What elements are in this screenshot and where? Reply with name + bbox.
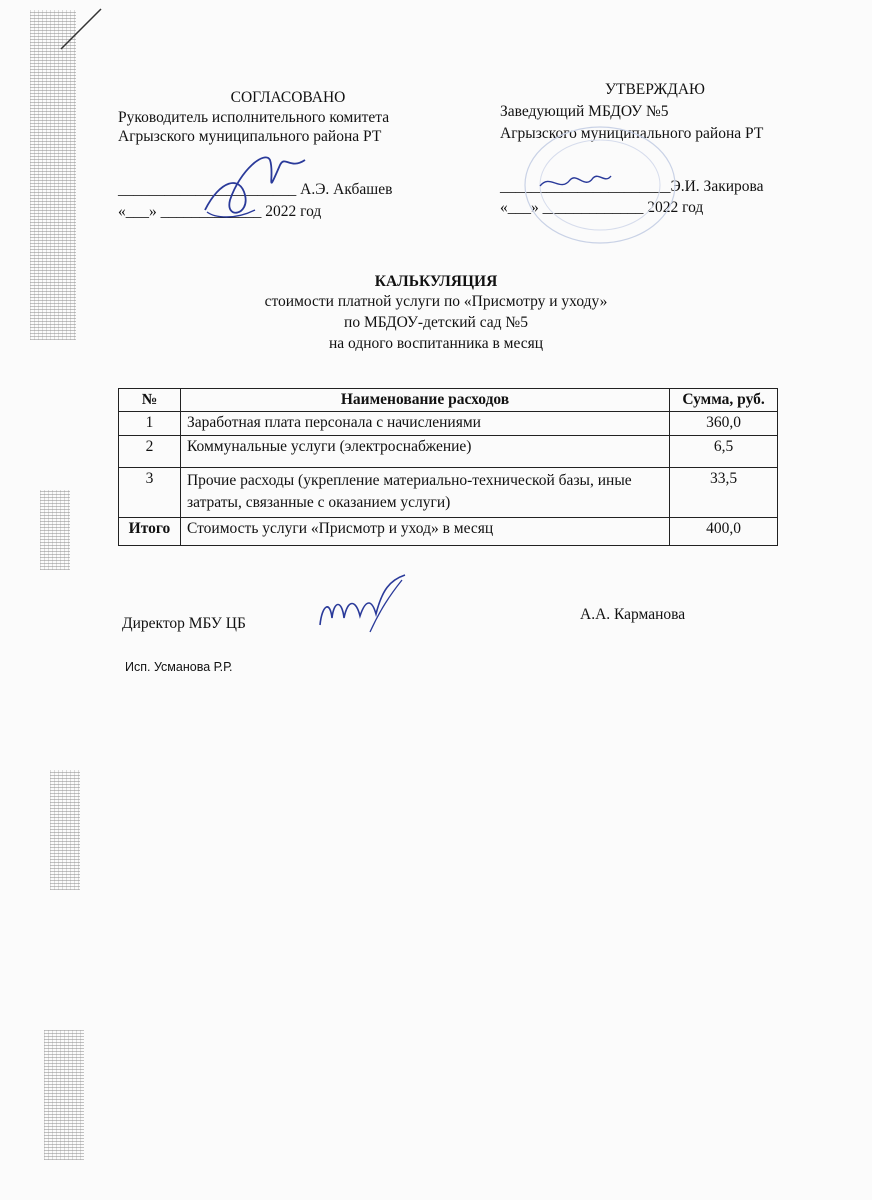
document-subtitle-2: по МБДОУ-детский сад №5: [344, 314, 528, 331]
row-sum: 33,5: [670, 468, 778, 518]
handwritten-signature-director: [310, 570, 420, 640]
header-sum: Сумма, руб.: [670, 389, 778, 412]
scan-artifact: [40, 490, 70, 570]
confirmed-heading: УТВЕРЖДАЮ: [605, 81, 705, 98]
scan-artifact: [44, 1030, 84, 1160]
row-expense-name: Прочие расходы (укрепление материально-технической базы, иные затраты, связанные с оказанием услуги): [180, 468, 669, 518]
row-number: 2: [119, 436, 181, 468]
row-number: 3: [119, 468, 181, 518]
header-expense-name: Наименование расходов: [180, 389, 669, 412]
approver-organization: Агрызского муниципального района РТ: [118, 128, 382, 145]
row-sum: 360,0: [670, 412, 778, 436]
confirmer-date-line: «___» _____________ 2022 год: [500, 199, 704, 216]
executor-note: Исп. Усманова Р.Р.: [125, 660, 233, 674]
scan-artifact: [50, 770, 80, 890]
director-name: А.А. Карманова: [580, 606, 686, 623]
document-subtitle-1: стоимости платной услуги по «Присмотру и уходу»: [264, 293, 608, 310]
scan-line-artifact: [55, 5, 115, 55]
row-sum: 6,5: [670, 436, 778, 468]
table-row: [119, 412, 778, 436]
handwritten-signature-left: [195, 140, 315, 225]
approver-position: Руководитель исполнительного комитета: [118, 109, 390, 126]
approver-date-line: «___» _____________ 2022 год: [118, 203, 322, 220]
header-number: №: [119, 389, 181, 412]
table-row: [119, 436, 778, 468]
row-number: 1: [119, 412, 181, 436]
total-label: Итого: [119, 518, 181, 546]
director-label: Директор МБУ ЦБ: [122, 615, 246, 632]
total-sum: 400,0: [670, 518, 778, 546]
document-subtitle-3: на одного воспитанника в месяц: [328, 335, 544, 352]
confirmer-position: Заведующий МБДОУ №5: [500, 103, 669, 120]
table-row: [119, 468, 778, 518]
table-total-row: [119, 518, 778, 546]
row-expense-name: Заработная плата персонала с начислениями: [180, 412, 669, 436]
approver-signature-line: _______________________ А.Э. Акбашев: [118, 181, 393, 198]
table-header-row: [119, 389, 778, 412]
confirmer-signature-line: ______________________Э.И. Закирова: [500, 178, 764, 195]
document-title: КАЛЬКУЛЯЦИЯ: [374, 273, 498, 290]
handwritten-signature-right: [535, 168, 615, 198]
approved-heading: СОГЛАСОВАНО: [230, 89, 346, 106]
total-expense-name: Стоимость услуги «Присмотр и уход» в месяц: [180, 518, 669, 546]
calculation-table: [118, 388, 778, 546]
confirmer-organization: Агрызского муниципального района РТ: [500, 125, 764, 142]
row-expense-name: Коммунальные услуги (электроснабжение): [180, 436, 669, 468]
